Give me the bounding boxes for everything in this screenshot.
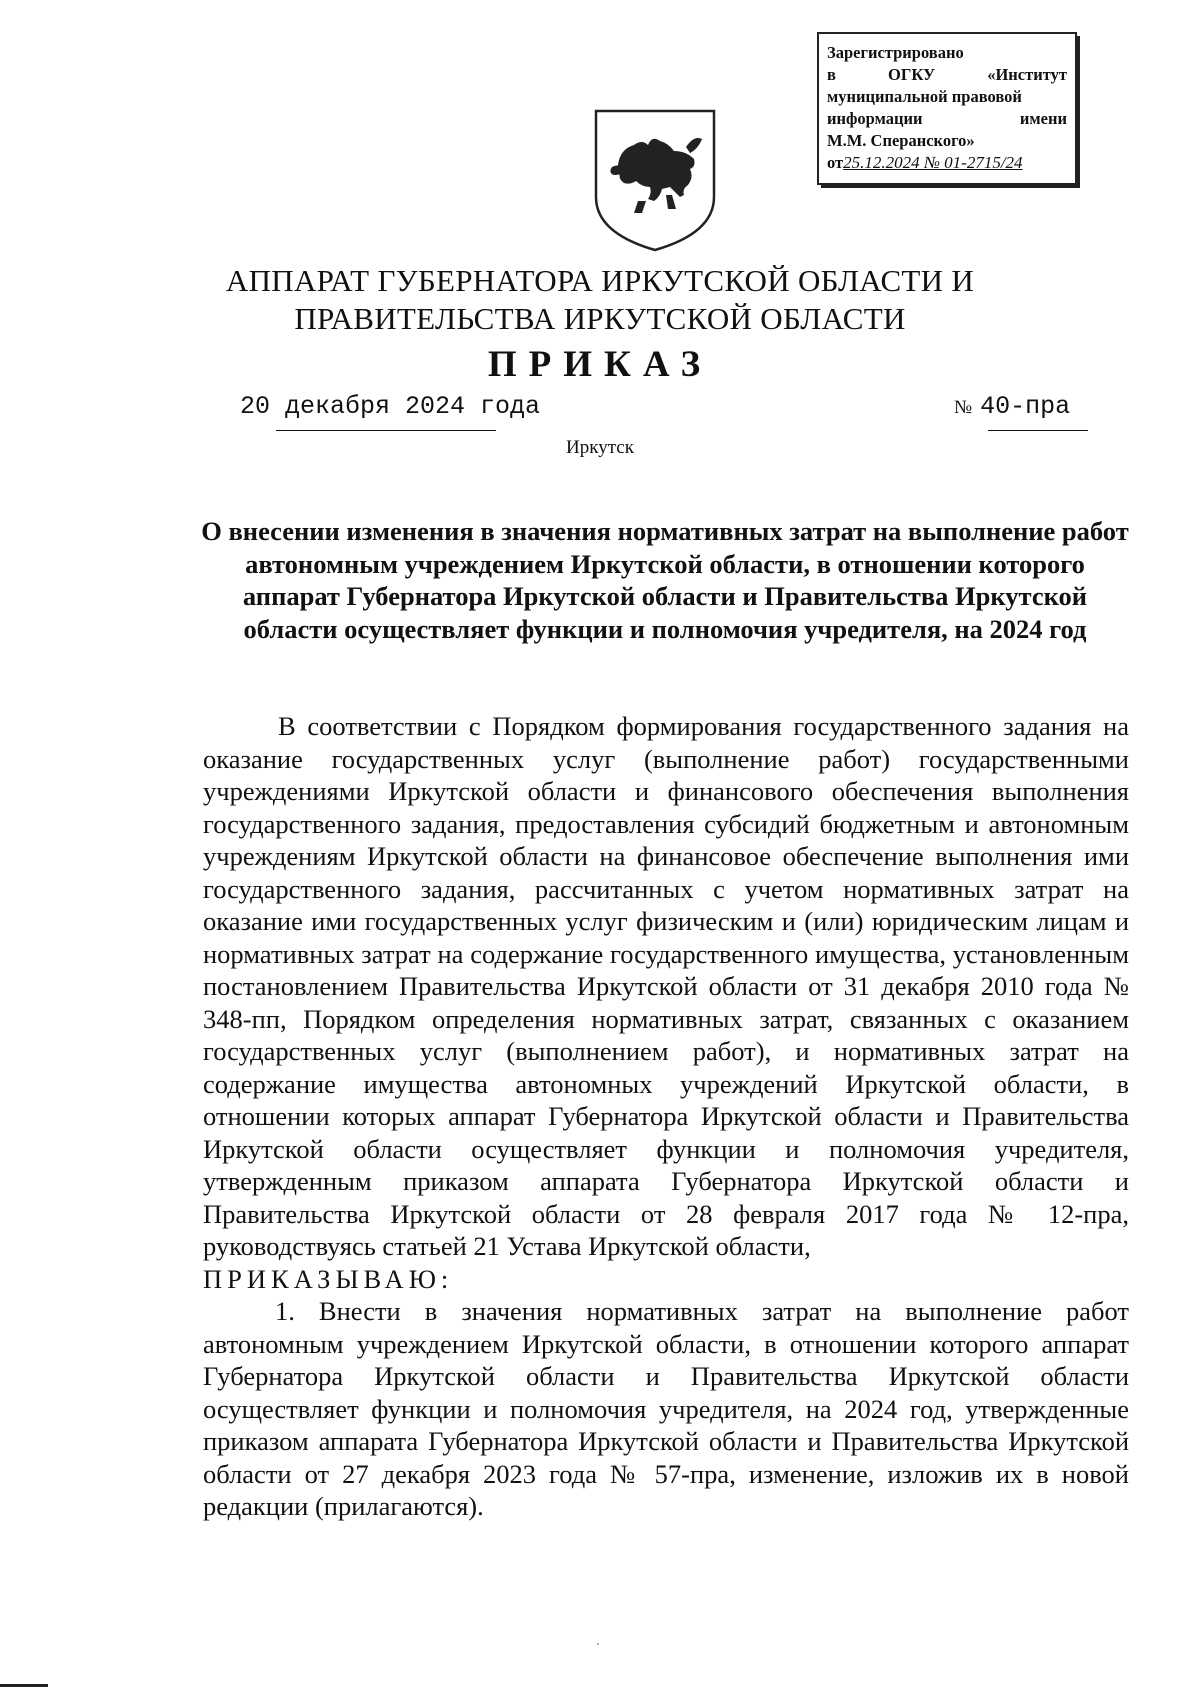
stamp-line (827, 64, 1067, 86)
stamp-text: муниципальной правовой (827, 87, 1022, 106)
document-type-title: ПРИКАЗ (487, 344, 713, 385)
stamp-text: Зарегистрировано (827, 43, 964, 62)
stamp-text: в (827, 65, 836, 84)
document-subject-title: О внесении изменения в значения нормативных затрат на выполнение работ автономным учреждением Иркутской области, в отношении которого аппарат Губернатора Иркутской области и Правительства Иркутской области осуществляет функции и полномочия учредителя, на 2024 год (201, 516, 1129, 644)
stamp-text: ОГКУ (888, 65, 936, 84)
underline (276, 430, 496, 431)
stamp-text: информации (827, 109, 923, 128)
stamp-text: «Институт (987, 65, 1067, 84)
stamp-line (827, 152, 1067, 174)
underline (988, 430, 1088, 431)
order-directive-word: ПРИКАЗЫВАЮ: (203, 1263, 454, 1294)
preamble-paragraph: В соответствии с Порядком формирования государственного задания на оказание государственных услуг (выполнение работ) государственными учреждениями Иркутской области и финансового обеспечения выполнения государственного задания, предоставления субсидий бюджетным и автономным учреждениям Иркутской области на финансовое обеспечение выполнения ими государственного задания, рассчитанных с учетом нормативных затрат на оказание ими государственных услуг физическим и (или) юридическим лицам и нормативных затрат на содержание государственного имущества, установленным постановлением Правительства Иркутской области от 31 декабря 2010 года № 348-пп, Порядком определения нормативных затрат, связанных с оказанием государственных услуг (выполнением работ), и нормативных затрат на содержание имущества автономных учреждений Иркутской области, в отношении которых аппарат Губернатора Иркутской области и Правительства Иркутской области осуществляет функции и полномочия учредителя, утвержденным приказом аппарата Губернатора Иркутской области и Правительства Иркутской области от 28 февраля 2017 года № 12-пра, руководствуясь статьей 21 Устава Иркутской области, (203, 711, 1129, 1261)
document-body (203, 710, 1129, 1523)
issuer-line: АППАРАТ ГУБЕРНАТОРА ИРКУТСКОЙ ОБЛАСТИ И (225, 263, 975, 298)
city-name: Иркутск (566, 437, 634, 458)
stamp-line (827, 130, 1067, 152)
irkutsk-coat-of-arms-icon (590, 105, 720, 253)
order-date-text: 20 декабря 2024 года (240, 392, 541, 421)
order-date (240, 392, 540, 421)
stamp-line (827, 108, 1067, 130)
stamp-shadow (821, 185, 1080, 188)
stamp-line (827, 86, 1067, 108)
issuer-header (0, 262, 1200, 338)
issuer-line: ПРАВИТЕЛЬСТВА ИРКУТСКОЙ ОБЛАСТИ (294, 301, 906, 336)
stamp-text: имени (1019, 109, 1067, 128)
stamp-text: от (827, 153, 844, 172)
stamp-shadow (1077, 36, 1080, 188)
registration-stamp (817, 32, 1077, 185)
order-item-1: 1. Внести в значения нормативных затрат на выполнение работ автономным учреждением Иркутской области, в отношении которого аппарат Губернатора Иркутской области и Правительства Иркутской области осуществляет функции и полномочия учредителя, на 2024 год, утвержденные приказом аппарата Губернатора Иркутской области и Правительства Иркутской области от 27 декабря 2023 года № 57-пра, изменение, изложив их в новой редакции (прилагаются). (203, 1296, 1129, 1521)
order-number (954, 392, 1070, 421)
number-sign: № (954, 397, 973, 418)
scan-artifact (597, 1643, 599, 1645)
stamp-line (827, 42, 1067, 64)
scan-edge-mark (0, 1684, 48, 1687)
stamp-text: М.М. Сперанского» (827, 131, 975, 150)
stamp-registration-number: 25.12.2024 № 01-2715/24 (843, 153, 1023, 172)
order-number-text: 40-пра (980, 392, 1071, 421)
